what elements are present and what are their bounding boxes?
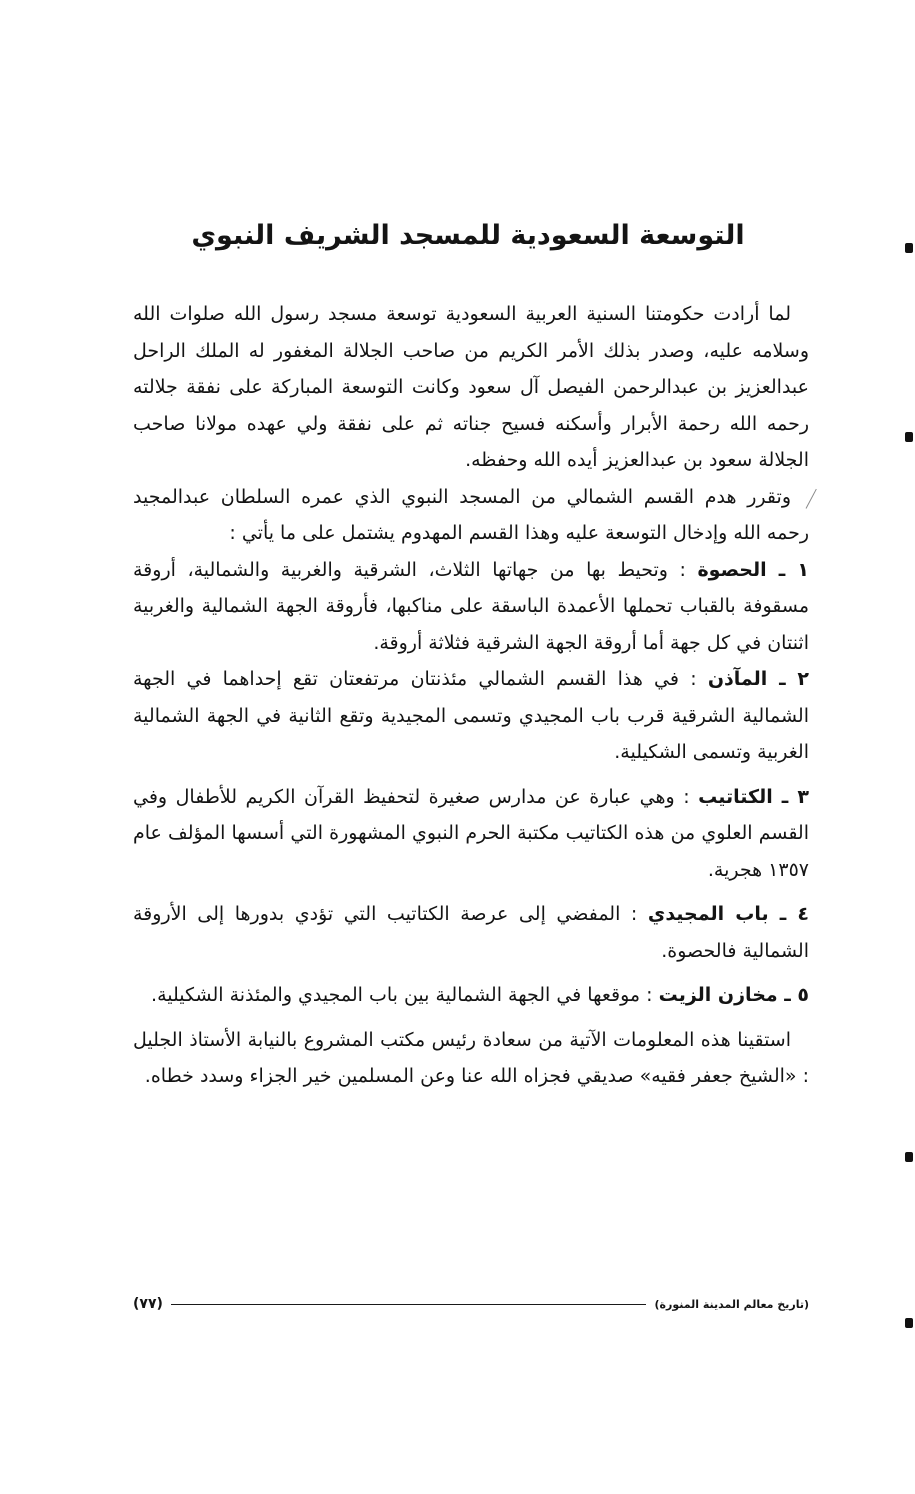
list-item-minarets bbox=[133, 661, 809, 771]
page-title: التوسعة السعودية للمسجد الشريف النبوي bbox=[191, 220, 745, 251]
scan-edge-mark bbox=[905, 243, 913, 253]
scan-edge-mark bbox=[905, 1152, 913, 1162]
scan-edge-mark bbox=[905, 1318, 913, 1328]
page-number: (٧٧) bbox=[133, 1296, 163, 1312]
page-footer bbox=[133, 1294, 809, 1314]
list-item-text: : موقعها في الجهة الشمالية بين باب المجيدي والمئذنة الشكيلية. bbox=[151, 984, 659, 1006]
list-item-term: ٢ ـ المآذن bbox=[707, 668, 810, 690]
list-item-oil-stores bbox=[133, 977, 809, 1014]
list-item-text: : المفضي إلى عرصة الكتاتيب التي تؤدي بدورها إلى الأروقة الشمالية فالحصوة. bbox=[133, 903, 809, 962]
list-item-courtyard bbox=[133, 552, 809, 662]
body-text bbox=[133, 296, 809, 1095]
closing-paragraph: استقينا هذه المعلومات الآتية من سعادة رئيس مكتب المشروع بالنيابة الأستاذ الجليل : «الشيخ جعفر فقيه» صديقي فجزاه الله عنا وعن المسلمين خير الجزاء وسدد خطاه. bbox=[133, 1028, 809, 1087]
scan-edge-mark bbox=[905, 432, 913, 442]
list-item-term: ٣ ـ الكتاتيب bbox=[698, 785, 809, 808]
footer-rule bbox=[171, 1304, 647, 1305]
list-item-text: : وتحيط بها من جهاتها الثلاث، الشرقية والغربية والشمالية، أروقة مسقوفة بالقباب تحملها الأعمدة الباسقة على مناكبها، فأروقة الجهة الشمالية والغربية اثنتان في كل جهة أما أروقة الجهة الشرقية فثلاثة أروقة. bbox=[133, 558, 809, 654]
footer-book-title: (تاريخ معالم المدينة المنورة) bbox=[654, 1297, 809, 1311]
list-item-kuttabs bbox=[133, 779, 809, 889]
list-item-text: : وهي عبارة عن مدارس صغيرة لتحفيظ القرآن الكريم للأطفال وفي القسم العلوي من هذه الكتاتيب مكتبة الحرم النبوي المشهورة التي أسسها المؤلف عام ١٣٥٧ هجرية. bbox=[133, 785, 809, 881]
list-item-majidi-gate bbox=[133, 896, 809, 969]
list-item-text: : في هذا القسم الشمالي مئذنتان مرتفعتان تقع إحداهما في الجهة الشمالية الشرقية قرب باب المجيدي وتسمى المجيدية وتقع الثانية في الجهة الشمالية الغربية وتسمى الشكيلية. bbox=[133, 668, 809, 763]
list-item-term: ١ ـ الحصوة bbox=[697, 558, 809, 581]
list-item-term: ٥ ـ مخازن الزيت bbox=[658, 984, 809, 1006]
intro-paragraph: لما أرادت حكومتنا السنية العربية السعودية توسعة مسجد رسول الله صلوات الله وسلامه عليه، وصدر بذلك الأمر الكريم من صاحب الجلالة المغفور له الملك الراحل عبدالعزيز بن عبدالرحمن الفيصل آل سعود وكانت التوسعة المباركة على نفقة جلالته رحمه الله رحمة الأبرار وأسكنه فسيح جناته ثم على نفقة ولي عهده مولانا صاحب الجلالة سعود بن عبدالعزيز أيده الله وحفظه. bbox=[133, 303, 809, 471]
list-item-term: ٤ ـ باب المجيدي bbox=[647, 903, 809, 925]
demolition-paragraph: وتقرر هدم القسم الشمالي من المسجد النبوي الذي عمره السلطان عبدالمجيد رحمه الله وإدخال التوسعة عليه وهذا القسم المهدوم يشتمل على ما يأتي : bbox=[133, 485, 809, 544]
